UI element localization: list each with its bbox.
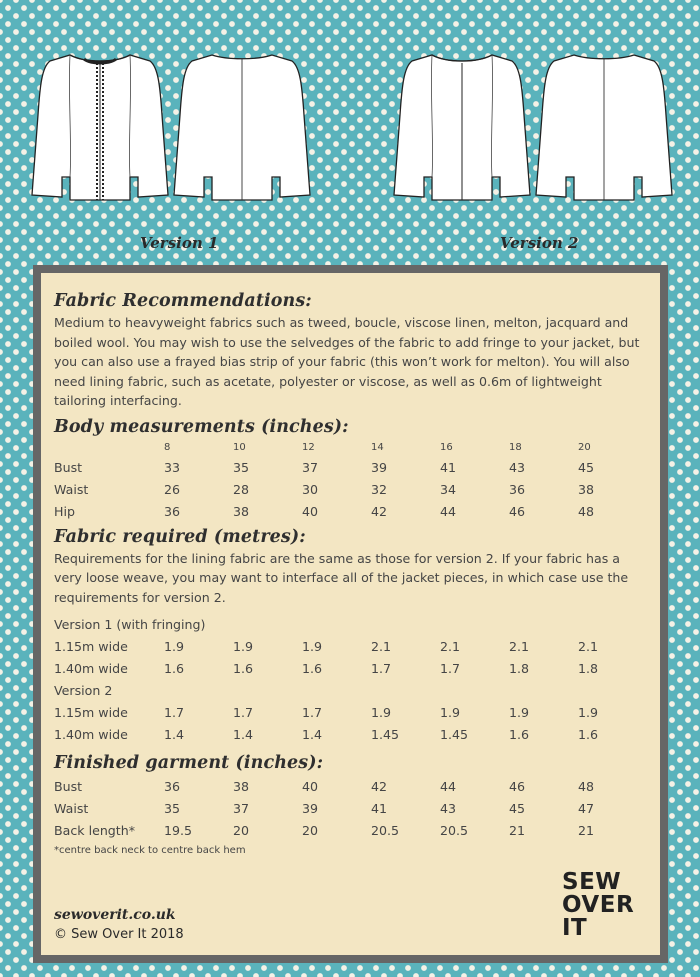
cell: 41 [371, 800, 388, 816]
cell: 1.7 [233, 704, 254, 720]
cell: 35 [164, 800, 181, 816]
table-row [54, 775, 644, 797]
jacket-illustrations [0, 0, 700, 262]
cell: 26 [164, 482, 181, 497]
table-row [54, 701, 644, 723]
table-row [54, 657, 644, 679]
cell: 44 [440, 778, 457, 794]
cell: 34 [440, 482, 457, 497]
cell: 45 [509, 800, 526, 816]
cell: 2.1 [509, 638, 530, 654]
cell: 1.8 [509, 660, 530, 676]
table-row [54, 501, 644, 523]
cell: 1.9 [302, 638, 323, 654]
cell: 28 [233, 482, 250, 497]
row-label: Back length* [54, 822, 136, 838]
cell: 1.6 [233, 660, 254, 676]
cell: 1.8 [578, 660, 599, 676]
cell: 2.1 [440, 638, 461, 654]
cell: 1.6 [164, 660, 185, 676]
fabric-required-title: Fabric required (metres): [54, 526, 306, 547]
cell: 20 [233, 822, 250, 838]
finished-garment-title: Finished garment (inches): [54, 753, 324, 773]
cell: 1.7 [302, 704, 323, 720]
cell: 32 [371, 482, 388, 497]
cell: 40 [302, 504, 319, 519]
cell: 1.7 [440, 660, 461, 676]
version2-back-jacket [536, 55, 672, 200]
jacket-drawings-svg [0, 0, 700, 262]
body-measurements-table [54, 439, 644, 523]
version1-label: Version 1 [140, 234, 219, 252]
cell: 43 [509, 460, 526, 475]
table-row [54, 479, 644, 501]
cell: 1.45 [440, 726, 469, 742]
cell: 36 [509, 482, 526, 497]
size-header: 8 [164, 442, 171, 453]
version1-back-jacket [174, 55, 310, 200]
cell: 2.1 [578, 638, 599, 654]
cell: 39 [371, 460, 388, 475]
size-header: 20 [578, 442, 591, 453]
cell: 19.5 [164, 822, 193, 838]
cell: 37 [302, 460, 319, 475]
size-header-row [54, 439, 644, 457]
row-label: 1.15m wide [54, 638, 128, 654]
table-row [54, 635, 644, 657]
row-label: 1.15m wide [54, 704, 128, 720]
row-label: Bust [54, 778, 83, 794]
table-row [54, 797, 644, 819]
cell: 1.7 [164, 704, 185, 720]
cell: 48 [578, 504, 595, 519]
cell: 1.9 [509, 704, 530, 720]
table-row [54, 723, 644, 745]
row-label: 1.40m wide [54, 726, 128, 742]
cell: 1.45 [371, 726, 400, 742]
cell: 30 [302, 482, 319, 497]
cell: 47 [578, 800, 595, 816]
group-header-row [54, 613, 644, 635]
cell: 21 [578, 822, 595, 838]
cell: 20.5 [440, 822, 469, 838]
cell: 1.4 [233, 726, 254, 742]
cell: 42 [371, 504, 388, 519]
cell: 43 [440, 800, 457, 816]
fabric-recommendations-text: Medium to heavyweight fabrics such as tweed, boucle, viscose linen, melton, jacquard and boiled wool. You may wish to use the selvedges of the fabric to add fringe to your jacket, but you can also use a frayed bias strip of your fabric (this won’t work for melton). You will also need lining fabric, such as acetate, polyester or viscose, as well as 0.6m of lightweight tailoring interfacing. [54, 315, 640, 408]
cell: 41 [440, 460, 457, 475]
row-label: Bust [54, 460, 83, 475]
cell: 44 [440, 504, 457, 519]
sew-over-it-logo [562, 871, 634, 940]
logo-line-1: SEW [562, 869, 622, 895]
fabric-recommendations-title: Fabric Recommendations: [54, 291, 312, 311]
size-header: 14 [371, 442, 384, 453]
size-header: 10 [233, 442, 246, 453]
fabric-required-text: Requirements for the lining fabric are the same as those for version 2. If your fabric has a very loose weave, you may want to interface all of the jacket pieces, in which case use the requirements for version 2. [54, 550, 629, 605]
cell: 45 [578, 460, 595, 475]
logo-line-2: OVER [562, 892, 635, 918]
cell: 42 [371, 778, 388, 794]
cell: 48 [578, 778, 595, 794]
version1-front-jacket [32, 55, 168, 200]
cell: 1.9 [164, 638, 185, 654]
cell: 1.9 [578, 704, 599, 720]
copyright-text: © Sew Over It 2018 [54, 927, 184, 942]
cell: 46 [509, 778, 526, 794]
cell: 33 [164, 460, 181, 475]
cell: 1.9 [440, 704, 461, 720]
cell: 40 [302, 778, 319, 794]
row-label: Waist [54, 800, 89, 816]
cell: 37 [233, 800, 250, 816]
cell: 1.6 [302, 660, 323, 676]
info-content [54, 291, 644, 856]
cell: 1.4 [164, 726, 185, 742]
cell: 36 [164, 504, 181, 519]
body-measurements-title: Body measurements (inches): [54, 416, 349, 437]
table-row [54, 819, 644, 841]
cell: 1.6 [578, 726, 599, 742]
cell: 20.5 [371, 822, 400, 838]
cell: 39 [302, 800, 319, 816]
cell: 20 [302, 822, 319, 838]
cell: 35 [233, 460, 250, 475]
cell: 1.6 [509, 726, 530, 742]
cell: 2.1 [371, 638, 392, 654]
info-panel-inner [41, 273, 660, 955]
cell: 1.7 [371, 660, 392, 676]
row-label: Hip [54, 504, 75, 519]
cell: 21 [509, 822, 526, 838]
size-header: 16 [440, 442, 453, 453]
fabric-required-table [54, 613, 644, 745]
cell: 38 [233, 778, 250, 794]
row-label: Waist [54, 482, 89, 497]
cell: 38 [578, 482, 595, 497]
website-link[interactable]: sewoverit.co.uk [54, 907, 176, 923]
logo-line-3: IT [562, 915, 588, 941]
group-header-row [54, 679, 644, 701]
cell: 1.9 [233, 638, 254, 654]
cell: 1.9 [371, 704, 392, 720]
size-header: 12 [302, 442, 315, 453]
group-label-version2: Version 2 [54, 682, 113, 698]
cell: 36 [164, 778, 181, 794]
finished-garment-table [54, 775, 644, 841]
size-header: 18 [509, 442, 522, 453]
version2-front-jacket [394, 55, 530, 200]
back-length-note: *centre back neck to centre back hem [54, 845, 246, 856]
cell: 38 [233, 504, 250, 519]
cell: 1.4 [302, 726, 323, 742]
group-label-version1: Version 1 (with fringing) [54, 616, 206, 632]
row-label: 1.40m wide [54, 660, 128, 676]
cell: 46 [509, 504, 526, 519]
info-panel [33, 265, 668, 963]
table-row [54, 457, 644, 479]
version2-label: Version 2 [500, 234, 579, 252]
